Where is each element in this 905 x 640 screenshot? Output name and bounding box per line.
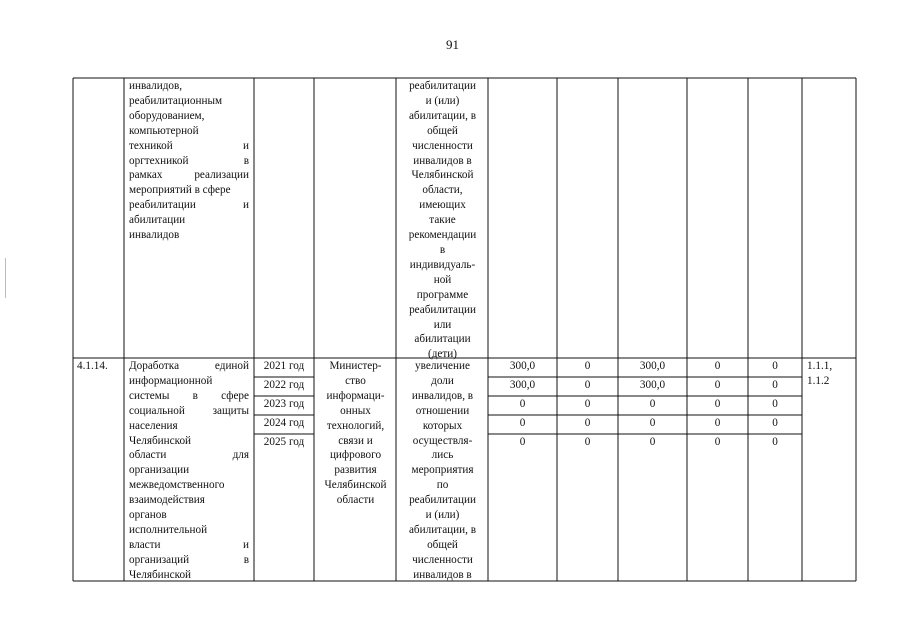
indicator-line: осуществля-: [412, 434, 473, 447]
value-cell: 300,0: [509, 360, 536, 372]
executor-line: технологий,: [326, 419, 385, 432]
year-cell: 2025 год: [263, 436, 305, 448]
name-line: реабилитации и: [129, 199, 249, 212]
indicator-line: реабилитации: [409, 80, 476, 92]
name-line: области для: [129, 449, 249, 462]
value-cell: 300,0: [639, 360, 666, 372]
name-line: Доработка единой: [129, 360, 249, 372]
ref-line: 1.1.2: [807, 374, 830, 387]
indicator-line: численности: [412, 553, 473, 566]
indicator-line: лись: [431, 449, 454, 462]
value-cell: 0: [714, 436, 721, 448]
indicator-line: и (или): [425, 94, 460, 107]
executor-line: ство: [345, 374, 366, 387]
value-cell: 0: [584, 436, 591, 448]
name-line: Челябинской: [129, 434, 192, 447]
value-cell: 0: [584, 360, 591, 372]
indicator-line: инвалидов в: [413, 154, 472, 167]
name-line: власти и: [129, 538, 249, 551]
value-cell: 0: [714, 379, 721, 391]
indicator-line: инвалидов в: [413, 568, 472, 581]
name-line: исполнительной: [129, 523, 208, 536]
value-cell: 0: [584, 379, 591, 391]
name-line: инвалидов: [129, 229, 180, 242]
value-cell: 0: [649, 436, 656, 448]
value-cell: 0: [584, 417, 591, 429]
indicator-line: ной: [433, 273, 452, 286]
indicator-line: численности: [412, 139, 473, 152]
prev-row-indicator: [397, 79, 488, 362]
executor-line: развития: [334, 464, 377, 477]
name-line: оборудованием,: [129, 109, 205, 122]
indicator-line: инвалидов, в: [411, 389, 474, 402]
name-line: взаимодействия: [129, 494, 205, 507]
indicator-line: (дети): [428, 348, 457, 361]
name-line: населения: [129, 419, 178, 432]
executor-line: информаци-: [326, 389, 385, 402]
indicator-line: индивидуаль-: [409, 258, 476, 271]
name-line: организаций в: [129, 553, 249, 566]
name-line: системы в сфере: [129, 389, 249, 402]
indicator-line: и (или): [425, 509, 460, 522]
indicator-line: которых: [422, 419, 463, 432]
row-number: 4.1.14.: [77, 360, 108, 372]
executor-line: онных: [340, 404, 371, 417]
value-cell: 0: [714, 417, 721, 429]
name-line: организации: [129, 464, 190, 477]
indicator-line: программе: [416, 288, 469, 301]
indicator-line: доли: [431, 374, 454, 387]
refs-cell: [807, 359, 855, 389]
executor-line: области: [336, 494, 375, 507]
ref-line: 1.1.1,: [807, 360, 833, 372]
name-line: Челябинской: [129, 568, 192, 581]
value-cell: 0: [714, 360, 721, 372]
name-line: абилитации: [129, 214, 186, 227]
value-cell: 0: [649, 417, 656, 429]
indicator-line: увеличение: [415, 360, 470, 372]
prev-row-name: [129, 79, 249, 243]
indicator-line: такие: [429, 214, 456, 227]
value-cell: 0: [772, 417, 778, 429]
indicator-line: отношении: [415, 404, 470, 417]
executor-line: Челябинской: [324, 479, 387, 492]
scan-margin-mark: [5, 258, 6, 298]
year-cell: 2023 год: [263, 398, 305, 410]
executor-cell: [315, 359, 396, 508]
indicator-line: абилитации, в: [408, 523, 477, 536]
year-cell: 2024 год: [263, 417, 305, 429]
indicator-line: абилитации, в: [408, 109, 477, 122]
indicator-line: реабилитации: [409, 494, 476, 507]
value-cell: 0: [519, 436, 526, 448]
name-line: техникой и: [129, 139, 249, 152]
name-line: реабилитационным: [129, 94, 223, 107]
name-line: рамках реализации: [129, 169, 249, 182]
executor-line: цифрового: [329, 449, 382, 462]
value-cell: 0: [584, 398, 591, 410]
name-line: межведомственного: [129, 479, 225, 492]
row-name: [129, 359, 249, 583]
name-line: оргтехникой в: [129, 154, 249, 167]
value-cell: 300,0: [639, 379, 666, 391]
value-cell: 0: [772, 398, 778, 410]
indicator-line: общей: [427, 124, 458, 137]
value-cell: 0: [772, 360, 778, 372]
indicator-line: области,: [422, 184, 463, 197]
indicator-line: реабилитации: [409, 303, 476, 316]
value-cell: 300,0: [509, 379, 536, 391]
indicator-line: по: [436, 479, 449, 492]
indicator-cell: [397, 359, 488, 583]
value-cell: 0: [772, 436, 778, 448]
value-cell: 0: [772, 379, 778, 391]
indicator-line: рекомендации: [408, 229, 477, 242]
executor-line: Министер-: [329, 360, 382, 372]
value-cell: 0: [714, 398, 721, 410]
name-line: инвалидов,: [129, 80, 183, 92]
indicator-line: или: [433, 318, 452, 331]
executor-line: связи и: [338, 434, 373, 447]
value-cell: 0: [649, 398, 656, 410]
value-cell: 0: [519, 417, 526, 429]
indicator-line: в: [439, 243, 446, 256]
indicator-line: мероприятия: [411, 464, 474, 477]
page-number: 91: [446, 37, 459, 52]
year-cell: 2021 год: [263, 360, 305, 372]
name-line: компьютерной: [129, 124, 199, 137]
name-line: информационной: [129, 374, 213, 387]
name-line: мероприятий в сфере: [129, 184, 231, 197]
indicator-line: общей: [427, 538, 458, 551]
indicator-line: имеющих: [419, 199, 466, 212]
year-cell: 2022 год: [263, 379, 305, 391]
indicator-line: Челябинской: [411, 169, 474, 182]
name-line: социальной защиты: [129, 404, 249, 417]
name-line: органов: [129, 509, 167, 522]
indicator-line: абилитации: [414, 333, 471, 346]
value-cell: 0: [519, 398, 526, 410]
